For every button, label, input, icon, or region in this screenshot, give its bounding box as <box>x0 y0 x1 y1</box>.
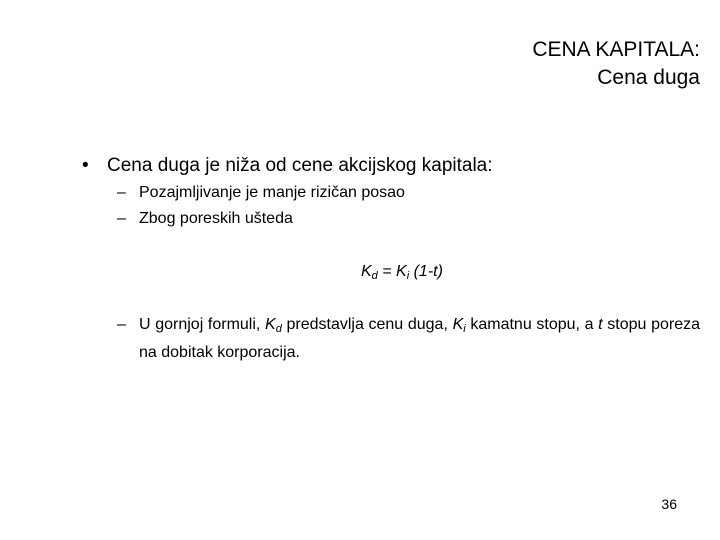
subpoint-2-text: Zbog poreskih ušteda <box>139 210 293 227</box>
subpoint-3 <box>117 313 705 364</box>
explanation-part-2: predstavlja cenu duga, <box>281 316 453 333</box>
explanation-ki-subscript: i <box>463 323 466 335</box>
title-line-1: CENA KAPITALA: <box>532 38 700 61</box>
formula-kd-subscript: d <box>371 270 378 282</box>
explanation-t: t <box>598 316 603 333</box>
explanation-ki <box>453 316 466 333</box>
explanation-ki-base: K <box>452 316 464 333</box>
main-bullet-text: Cena duga je niža od cene akcijskog kapitala: <box>107 155 493 176</box>
formula-ki: K <box>396 263 407 280</box>
formula-rest: (1-t) <box>409 263 443 280</box>
subpoint-1-text: Pozajmljivanje je manje rizičan posao <box>139 184 405 201</box>
subpoint-1 <box>117 183 405 203</box>
explanation-part-4: stopu poreza na dobitak korporacija. <box>139 316 705 361</box>
page-number: 36 <box>661 496 677 512</box>
title-line-2: Cena duga <box>597 66 700 89</box>
dash-marker: – <box>117 210 126 227</box>
main-bullet <box>82 154 493 178</box>
subpoint-2 <box>117 209 293 229</box>
explanation-part-3: kamatnu stopu, a <box>465 316 599 333</box>
explanation-part-1: U gornjoj formuli, <box>139 316 266 333</box>
explanation-kd-base: K <box>265 316 276 333</box>
explanation-kd <box>265 316 282 333</box>
formula <box>361 262 443 286</box>
dash-marker: – <box>117 184 126 201</box>
slide-title <box>532 36 700 92</box>
explanation-text <box>139 313 705 364</box>
bullet-marker: • <box>82 155 89 176</box>
explanation-kd-subscript: d <box>275 323 282 335</box>
formula-equals: = <box>377 263 397 280</box>
formula-ki-subscript: i <box>406 270 410 282</box>
dash-marker: – <box>117 316 126 333</box>
formula-kd: K <box>361 263 372 280</box>
